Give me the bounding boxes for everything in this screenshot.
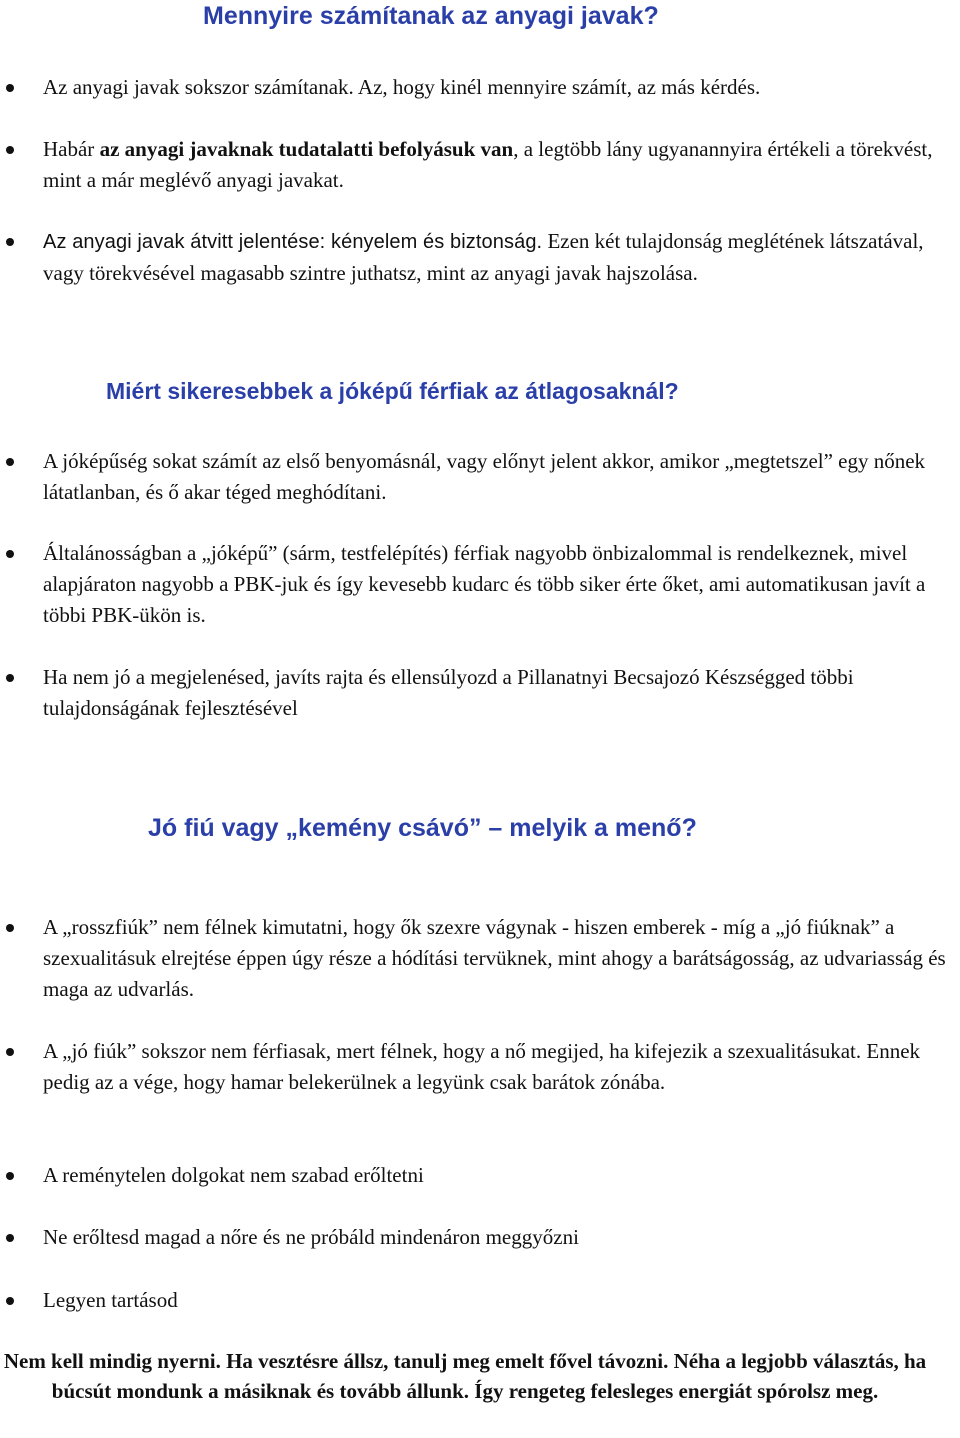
section-title-handsome-men: Miért sikeresebbek a jóképű férfiak az átlagosaknál? bbox=[106, 378, 679, 404]
closing-statement: Nem kell mindig nyerni. Ha vesztésre állsz, tanulj meg emelt fővel távozni. Néha a legjobb választás, ha búcsút mondunk a másiknak és tovább állunk. Így rengeteg felesleges energiát spórolsz meg. bbox=[3, 1349, 927, 1403]
list-item bbox=[43, 538, 958, 631]
section-title-material-goods: Mennyire számítanak az anyagi javak? bbox=[203, 2, 659, 30]
bullet-text: Az anyagi javak sokszor számítanak. Az, hogy kinél mennyire számít, az más kérdés. bbox=[43, 75, 761, 99]
list-item bbox=[43, 226, 958, 289]
list-item bbox=[43, 1222, 958, 1253]
bullet-text: Ne erőltesd magad a nőre és ne próbáld mindenáron meggyőzni bbox=[43, 1225, 579, 1249]
bullet-text: A jóképűség sokat számít az első benyomásnál, vagy előnyt jelent akkor, amikor „megtetszel” egy nőnek látatlanban, és ő akar téged meghódítani. bbox=[43, 449, 926, 504]
list-item bbox=[43, 1160, 958, 1191]
list-item bbox=[43, 72, 958, 103]
bullet-sans-sentence: Az anyagi javak átvitt jelentése: kényelem és biztonság. bbox=[43, 231, 543, 253]
bullet-text: Általánosságban a „jóképű” (sárm, testfelépítés) férfiak nagyobb önbizalommal is rendelkeznek, mivel alapjáraton nagyobb a PBK-juk és így kevesebb kudarc és több siker érte őket, ami automatikusan javít a többi PBK-ükön is. bbox=[43, 541, 926, 627]
bullet-text: Legyen tartásod bbox=[43, 1288, 178, 1312]
list-item bbox=[43, 1285, 958, 1316]
bullet-text-end: Ezen két tulajdonság meglétének látszatával, vagy törekvésével magasabb szintre juthatsz, mint az anyagi javak hajszolása. bbox=[43, 229, 924, 285]
bullet-text: A „jó fiúk” sokszor nem férfiasak, mert félnek, hogy a nő megijed, ha kifejezik a szexualitásukat. Ennek pedig az a vége, hogy hamar belekerülnek a legyünk csak barátok zónába. bbox=[43, 1039, 921, 1094]
list-item bbox=[43, 134, 958, 196]
bullet-text: A „rosszfiúk” nem félnek kimutatni, hogy ők szexre vágynak - hiszen emberek - míg a „jó fiúknak” a szexualitásuk elrejtése éppen úgy része a hódítási tervüknek, mint ahogy a barátságosság, az udvariasság és maga az udvarlás. bbox=[43, 915, 946, 1001]
list-item bbox=[43, 912, 958, 1005]
bullet-text-start: Habár bbox=[43, 137, 100, 161]
bullet-text-end: , a legtöbb lány ugyanannyira értékeli a törekvést, mint a már meglévő anyagi javakat. bbox=[43, 137, 933, 192]
bullet-text: A reménytelen dolgokat nem szabad erőltetni bbox=[43, 1163, 424, 1187]
list-item bbox=[43, 1036, 958, 1098]
list-item bbox=[43, 446, 958, 508]
bullet-bold-phrase: az anyagi javaknak tudatalatti befolyásuk van bbox=[99, 137, 514, 161]
bullet-text: Ha nem jó a megjelenésed, javíts rajta és ellensúlyozd a Pillanatnyi Becsajozó Készségged többi tulajdonságának fejlesztésével bbox=[43, 665, 854, 720]
list-item bbox=[43, 662, 958, 724]
section-title-good-guy-bad-boy: Jó fiú vagy „kemény csávó” – melyik a menő? bbox=[148, 814, 697, 842]
